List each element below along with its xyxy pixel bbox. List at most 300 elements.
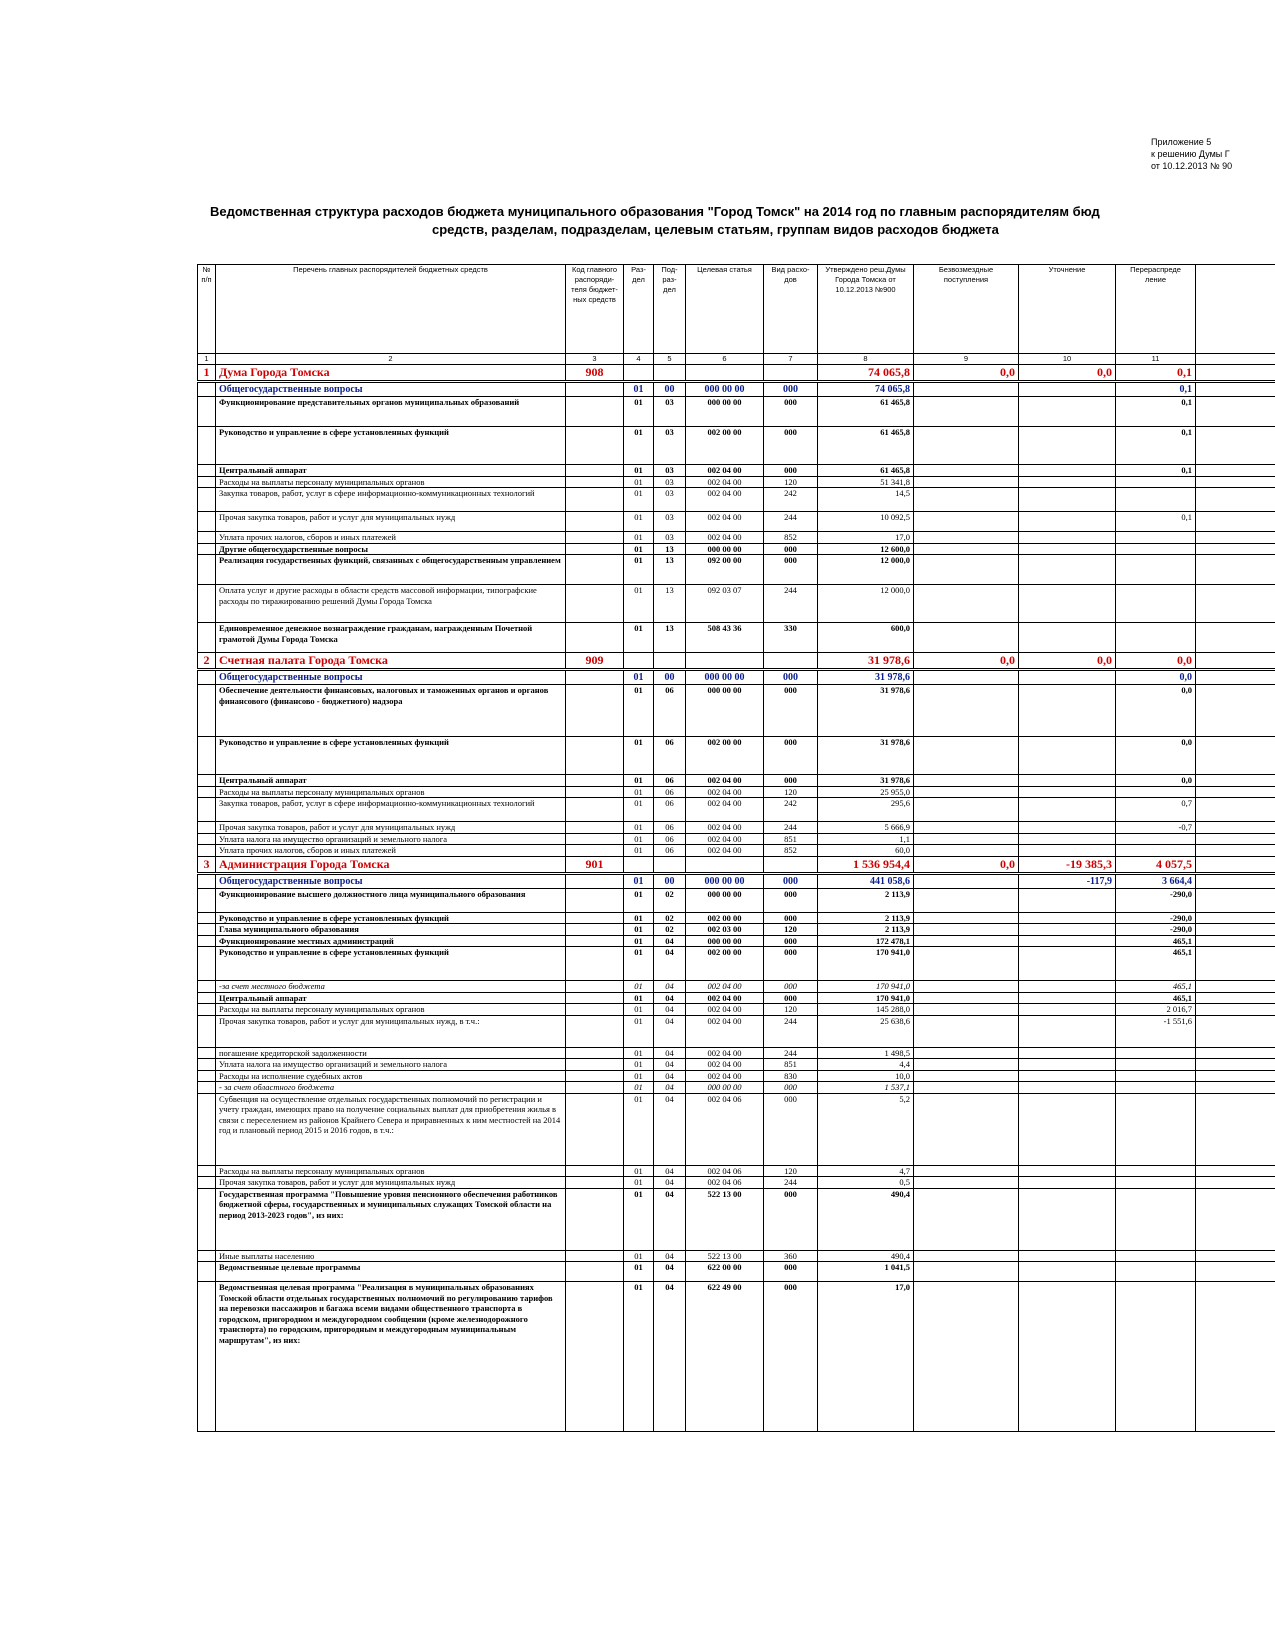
row-code [566, 1262, 624, 1282]
row-grants [914, 532, 1019, 544]
row-name: Центральный аппарат [216, 775, 566, 787]
row-target: 002 00 00 [686, 912, 764, 924]
row-code [566, 1188, 624, 1250]
row-grants [914, 888, 1019, 912]
row-subsection: 04 [654, 1059, 686, 1071]
row-type: 000 [764, 555, 818, 585]
row-target: 002 04 00 [686, 786, 764, 798]
row-clarification [1019, 992, 1116, 1004]
table-row [198, 1004, 1275, 1016]
row-approved: 4,7 [818, 1165, 914, 1177]
row-clarification [1019, 822, 1116, 834]
row-type: 000 [764, 1262, 818, 1282]
row-code [566, 981, 624, 993]
row-extra [1196, 365, 1275, 382]
row-clarification: 0,0 [1019, 365, 1116, 382]
row-approved: 490,4 [818, 1250, 914, 1262]
row-subsection: 04 [654, 1093, 686, 1165]
row-clarification [1019, 786, 1116, 798]
row-code [566, 935, 624, 947]
row-code [566, 798, 624, 822]
row-grants [914, 623, 1019, 653]
row-extra [1196, 1262, 1275, 1282]
row-target [686, 365, 764, 382]
row-target: 002 04 00 [686, 1004, 764, 1016]
header-clarification: Уточнение [1019, 265, 1116, 354]
row-type: 000 [764, 670, 818, 685]
row-target: 092 00 00 [686, 555, 764, 585]
row-number [198, 532, 216, 544]
row-section: 01 [624, 623, 654, 653]
row-number [198, 427, 216, 465]
row-subsection: 04 [654, 947, 686, 981]
row-section [624, 653, 654, 670]
row-extra [1196, 488, 1275, 512]
row-section: 01 [624, 555, 654, 585]
row-section: 01 [624, 685, 654, 737]
row-code [566, 1282, 624, 1432]
row-extra [1196, 585, 1275, 623]
row-grants [914, 935, 1019, 947]
row-type: 000 [764, 912, 818, 924]
table-row [198, 798, 1275, 822]
header-section: Раз-дел [624, 265, 654, 354]
row-extra [1196, 670, 1275, 685]
table-row [198, 1059, 1275, 1071]
row-number [198, 1015, 216, 1047]
table-row [198, 512, 1275, 532]
row-code [566, 1070, 624, 1082]
row-grants [914, 786, 1019, 798]
row-subsection [654, 856, 686, 873]
row-extra [1196, 1004, 1275, 1016]
row-type: 120 [764, 786, 818, 798]
table-row [198, 924, 1275, 936]
row-extra [1196, 465, 1275, 477]
row-extra [1196, 1082, 1275, 1094]
row-grants [914, 1082, 1019, 1094]
row-code [566, 382, 624, 397]
row-type: 830 [764, 1070, 818, 1082]
row-target: 002 04 00 [686, 465, 764, 477]
row-redistribution: 465,1 [1116, 935, 1196, 947]
row-name: Расходы на исполнение судебных актов [216, 1070, 566, 1082]
row-clarification [1019, 465, 1116, 477]
row-clarification [1019, 512, 1116, 532]
row-grants [914, 685, 1019, 737]
row-redistribution: 0,1 [1116, 382, 1196, 397]
table-row [198, 1177, 1275, 1189]
row-number [198, 1250, 216, 1262]
row-redistribution: 2 016,7 [1116, 1004, 1196, 1016]
row-grants [914, 845, 1019, 857]
row-type: 000 [764, 992, 818, 1004]
row-approved: 0,5 [818, 1177, 914, 1189]
row-name: Руководство и управление в сфере установленных функций [216, 912, 566, 924]
row-name: погашение кредиторской задолженности [216, 1047, 566, 1059]
row-extra [1196, 845, 1275, 857]
row-grants [914, 798, 1019, 822]
row-number [198, 981, 216, 993]
row-target: 622 49 00 [686, 1282, 764, 1432]
row-section: 01 [624, 427, 654, 465]
header-num: № п/п [198, 265, 216, 354]
row-clarification [1019, 532, 1116, 544]
row-name: Иные выплаты населению [216, 1250, 566, 1262]
row-approved: 10 092,5 [818, 512, 914, 532]
row-section: 01 [624, 1082, 654, 1094]
row-subsection: 03 [654, 512, 686, 532]
row-redistribution: 4 057,5 [1116, 856, 1196, 873]
row-grants [914, 1059, 1019, 1071]
row-approved: 170 941,0 [818, 947, 914, 981]
row-number [198, 873, 216, 888]
table-row [198, 935, 1275, 947]
row-subsection: 06 [654, 786, 686, 798]
row-number: 1 [198, 365, 216, 382]
row-section: 01 [624, 1188, 654, 1250]
row-name: Субвенция на осуществление отдельных государственных полномочий по регистрации и учету граждан, имеющих право на получение социальных выплат для приобретения жилья в связи с переселением из районов Крайнего Севера и приравненных к ним местностей на 2014 год и плановый период 2015 и 2016 годов, в т.ч.: [216, 1093, 566, 1165]
row-approved: 31 978,6 [818, 775, 914, 787]
row-subsection: 04 [654, 1262, 686, 1282]
row-type: 852 [764, 532, 818, 544]
row-number [198, 476, 216, 488]
row-clarification [1019, 947, 1116, 981]
row-target: 000 00 00 [686, 382, 764, 397]
row-section [624, 365, 654, 382]
row-type: 000 [764, 382, 818, 397]
row-clarification [1019, 1177, 1116, 1189]
row-extra [1196, 623, 1275, 653]
row-clarification [1019, 1188, 1116, 1250]
row-approved: 170 941,0 [818, 992, 914, 1004]
row-clarification [1019, 737, 1116, 775]
row-name: Прочая закупка товаров, работ и услуг для муниципальных нужд [216, 822, 566, 834]
row-extra [1196, 685, 1275, 737]
table-row [198, 912, 1275, 924]
row-grants [914, 873, 1019, 888]
row-approved: 12 600,0 [818, 543, 914, 555]
row-approved: 1 498,5 [818, 1047, 914, 1059]
row-subsection: 06 [654, 798, 686, 822]
row-clarification [1019, 427, 1116, 465]
row-approved: 5 666,9 [818, 822, 914, 834]
row-grants [914, 382, 1019, 397]
row-extra [1196, 833, 1275, 845]
row-name: Центральный аппарат [216, 992, 566, 1004]
row-name: Руководство и управление в сфере установленных функций [216, 427, 566, 465]
row-clarification [1019, 924, 1116, 936]
row-target: 002 04 00 [686, 476, 764, 488]
row-clarification [1019, 685, 1116, 737]
row-section: 01 [624, 476, 654, 488]
row-grants [914, 1177, 1019, 1189]
row-section: 01 [624, 1059, 654, 1071]
row-name: Прочая закупка товаров, работ и услуг для муниципальных нужд, в т.ч.: [216, 1015, 566, 1047]
row-name: Функционирование представительных органов муниципальных образований [216, 397, 566, 427]
table-row [198, 1165, 1275, 1177]
row-clarification [1019, 1004, 1116, 1016]
row-extra [1196, 992, 1275, 1004]
row-target: 002 04 00 [686, 992, 764, 1004]
appendix-note [1151, 136, 1263, 172]
row-code [566, 873, 624, 888]
row-approved: 1 041,5 [818, 1262, 914, 1282]
row-code [566, 947, 624, 981]
row-subsection: 00 [654, 670, 686, 685]
table-row [198, 1250, 1275, 1262]
col-number: 2 [216, 354, 566, 365]
row-number [198, 1282, 216, 1432]
row-target: 002 04 00 [686, 775, 764, 787]
row-section: 01 [624, 1093, 654, 1165]
row-target: 092 03 07 [686, 585, 764, 623]
row-grants [914, 488, 1019, 512]
row-grants [914, 1004, 1019, 1016]
row-section: 01 [624, 845, 654, 857]
row-number [198, 623, 216, 653]
row-type: 244 [764, 822, 818, 834]
table-row [198, 623, 1275, 653]
row-subsection: 06 [654, 685, 686, 737]
row-code [566, 1093, 624, 1165]
row-type: 244 [764, 585, 818, 623]
row-approved: 600,0 [818, 623, 914, 653]
row-grants [914, 1047, 1019, 1059]
row-clarification [1019, 1059, 1116, 1071]
row-number [198, 912, 216, 924]
row-extra [1196, 775, 1275, 787]
row-section: 01 [624, 1004, 654, 1016]
row-redistribution: 0,0 [1116, 775, 1196, 787]
header-approved: Утверждено реш.Думы Города Томска от 10.12.2013 №900 [818, 265, 914, 354]
row-section: 01 [624, 737, 654, 775]
row-subsection: 04 [654, 1070, 686, 1082]
row-code [566, 1082, 624, 1094]
row-code: 901 [566, 856, 624, 873]
row-grants [914, 981, 1019, 993]
row-extra [1196, 543, 1275, 555]
row-subsection: 02 [654, 924, 686, 936]
row-clarification [1019, 1165, 1116, 1177]
row-number [198, 1165, 216, 1177]
row-grants [914, 822, 1019, 834]
row-subsection [654, 653, 686, 670]
row-type: 244 [764, 1177, 818, 1189]
row-number [198, 992, 216, 1004]
row-clarification [1019, 670, 1116, 685]
row-subsection: 03 [654, 427, 686, 465]
row-code [566, 1059, 624, 1071]
row-approved: 145 288,0 [818, 1004, 914, 1016]
row-approved: 12 000,0 [818, 555, 914, 585]
row-clarification [1019, 555, 1116, 585]
table-row [198, 1188, 1275, 1250]
row-section: 01 [624, 465, 654, 477]
row-section: 01 [624, 924, 654, 936]
row-grants [914, 1015, 1019, 1047]
row-grants [914, 1093, 1019, 1165]
row-name: Руководство и управление в сфере установленных функций [216, 947, 566, 981]
row-redistribution: 0,1 [1116, 397, 1196, 427]
row-redistribution [1116, 543, 1196, 555]
row-code [566, 1004, 624, 1016]
title-line-1: Ведомственная структура расходов бюджета муниципального образования "Город Томск" на 2014 год по главным распорядителям бюд [210, 204, 1100, 219]
row-name: Уплата прочих налогов, сборов и иных платежей [216, 845, 566, 857]
row-redistribution: 0,0 [1116, 737, 1196, 775]
row-approved: 74 065,8 [818, 365, 914, 382]
row-type: 120 [764, 1004, 818, 1016]
row-subsection: 03 [654, 397, 686, 427]
row-target: 002 04 00 [686, 981, 764, 993]
row-extra [1196, 1093, 1275, 1165]
row-extra [1196, 1070, 1275, 1082]
table-row [198, 1082, 1275, 1094]
row-clarification [1019, 845, 1116, 857]
row-section: 01 [624, 1047, 654, 1059]
row-number [198, 947, 216, 981]
row-section: 01 [624, 1250, 654, 1262]
row-subsection: 13 [654, 623, 686, 653]
row-number [198, 397, 216, 427]
row-code [566, 1047, 624, 1059]
appendix-line-1: Приложение 5 [1151, 137, 1212, 147]
row-clarification [1019, 382, 1116, 397]
row-clarification [1019, 935, 1116, 947]
row-approved: 10,0 [818, 1070, 914, 1082]
appendix-line-3: от 10.12.2013 № 90 [1151, 161, 1233, 171]
row-target: 002 04 00 [686, 1015, 764, 1047]
row-section: 01 [624, 981, 654, 993]
row-number [198, 786, 216, 798]
row-name: Расходы на выплаты персоналу муниципальных органов [216, 786, 566, 798]
row-approved: 14,5 [818, 488, 914, 512]
row-code [566, 786, 624, 798]
row-section: 01 [624, 488, 654, 512]
row-code [566, 833, 624, 845]
row-extra [1196, 1250, 1275, 1262]
row-type [764, 856, 818, 873]
row-number [198, 737, 216, 775]
header-grants: Безвозмездные поступления [914, 265, 1019, 354]
row-number [198, 1093, 216, 1165]
row-type: 000 [764, 935, 818, 947]
row-grants: 0,0 [914, 653, 1019, 670]
row-code [566, 427, 624, 465]
row-grants [914, 924, 1019, 936]
row-section: 01 [624, 786, 654, 798]
row-type: 000 [764, 397, 818, 427]
row-clarification [1019, 888, 1116, 912]
row-code [566, 532, 624, 544]
row-section: 01 [624, 512, 654, 532]
row-target: 000 00 00 [686, 397, 764, 427]
row-extra [1196, 935, 1275, 947]
row-subsection: 00 [654, 873, 686, 888]
row-subsection: 03 [654, 476, 686, 488]
row-redistribution [1116, 1177, 1196, 1189]
col-number [1196, 354, 1275, 365]
row-extra [1196, 512, 1275, 532]
table-row [198, 1093, 1275, 1165]
row-grants [914, 737, 1019, 775]
row-clarification [1019, 912, 1116, 924]
row-number [198, 935, 216, 947]
column-number-row [198, 354, 1275, 365]
row-extra [1196, 873, 1275, 888]
row-code: 909 [566, 653, 624, 670]
row-clarification [1019, 1015, 1116, 1047]
row-code [566, 924, 624, 936]
row-section: 01 [624, 1070, 654, 1082]
row-redistribution [1116, 1047, 1196, 1059]
row-subsection: 06 [654, 822, 686, 834]
row-redistribution: -0,7 [1116, 822, 1196, 834]
table-row [198, 555, 1275, 585]
row-extra [1196, 532, 1275, 544]
row-name: Прочая закупка товаров, работ и услуг для муниципальных нужд [216, 512, 566, 532]
row-subsection: 04 [654, 1165, 686, 1177]
row-name: Расходы на выплаты персоналу муниципальных органов [216, 476, 566, 488]
row-name: Единовременное денежное вознаграждение гражданам, награжденным Почетной грамотой Думы Города Томска [216, 623, 566, 653]
row-name: Закупка товаров, работ, услуг в сфере информационно-коммуникационных технологий [216, 798, 566, 822]
row-section: 01 [624, 382, 654, 397]
row-target: 002 04 06 [686, 1165, 764, 1177]
row-redistribution: 0,1 [1116, 465, 1196, 477]
row-code [566, 476, 624, 488]
row-extra [1196, 947, 1275, 981]
row-redistribution: -290,0 [1116, 924, 1196, 936]
row-code [566, 670, 624, 685]
row-code: 908 [566, 365, 624, 382]
row-approved: 12 000,0 [818, 585, 914, 623]
row-subsection: 04 [654, 1082, 686, 1094]
row-subsection: 04 [654, 1250, 686, 1262]
row-approved: 61 465,8 [818, 397, 914, 427]
row-section: 01 [624, 585, 654, 623]
row-name: Общегосударственные вопросы [216, 382, 566, 397]
row-target [686, 653, 764, 670]
row-section: 01 [624, 798, 654, 822]
col-number: 11 [1116, 354, 1196, 365]
row-subsection: 04 [654, 1015, 686, 1047]
row-target: 002 04 00 [686, 1059, 764, 1071]
row-redistribution [1116, 532, 1196, 544]
row-extra [1196, 1177, 1275, 1189]
row-type: 000 [764, 947, 818, 981]
row-section: 01 [624, 397, 654, 427]
row-target: 000 00 00 [686, 888, 764, 912]
row-number [198, 670, 216, 685]
table-row [198, 833, 1275, 845]
row-target: 000 00 00 [686, 935, 764, 947]
row-subsection: 02 [654, 888, 686, 912]
row-number [198, 775, 216, 787]
row-code [566, 543, 624, 555]
row-grants [914, 1250, 1019, 1262]
row-approved: 31 978,6 [818, 670, 914, 685]
row-name: Закупка товаров, работ, услуг в сфере информационно-коммуникационных технологий [216, 488, 566, 512]
row-redistribution [1116, 1165, 1196, 1177]
row-grants: 0,0 [914, 856, 1019, 873]
table-row [198, 397, 1275, 427]
table-row [198, 1262, 1275, 1282]
budget-table [197, 264, 1275, 1432]
row-subsection: 03 [654, 488, 686, 512]
header-redistribution: Перераспреде ление [1116, 265, 1196, 354]
row-approved: 17,0 [818, 1282, 914, 1432]
row-number [198, 845, 216, 857]
